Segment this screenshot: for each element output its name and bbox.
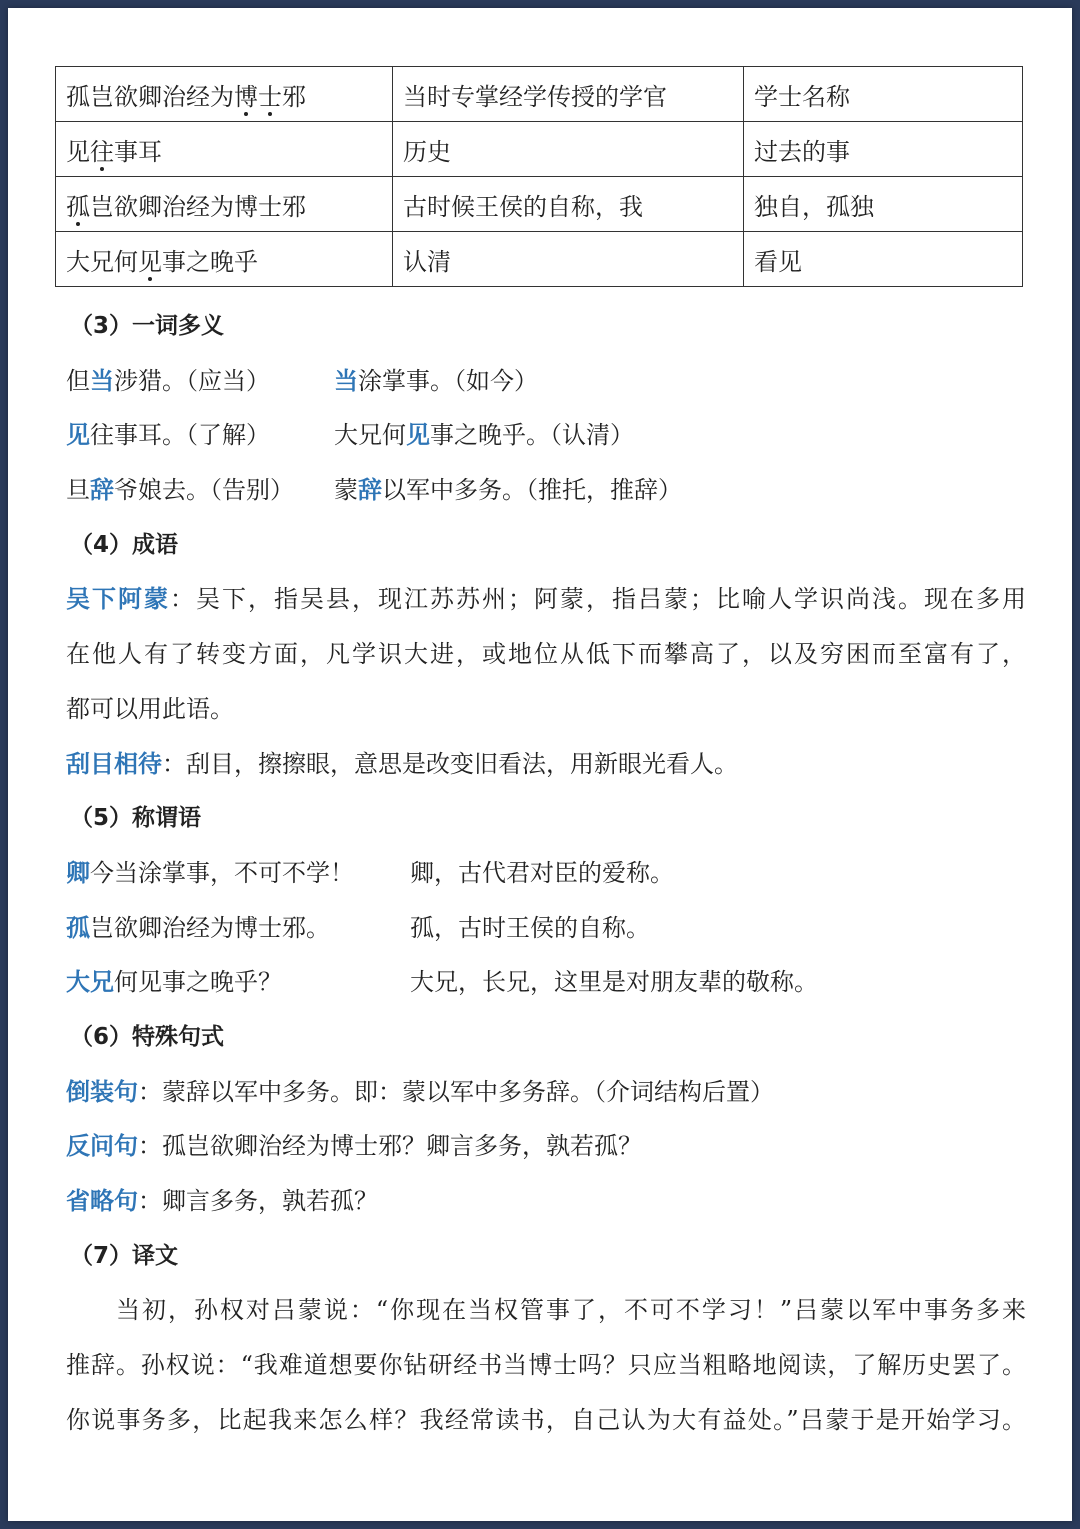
polysemy-row — [66, 408, 1026, 463]
section-heading-idioms: （4）成语 — [70, 531, 179, 558]
title-row — [66, 901, 1026, 956]
table-row — [56, 177, 1023, 232]
title-note: 孤，古时王侯的自称。 — [410, 913, 650, 942]
example-text: 涉猎。（应当） — [114, 366, 270, 395]
highlighted-word: 辞 — [90, 475, 114, 505]
idiom-term: 刮目相待 — [66, 748, 162, 778]
cell-sentence — [56, 232, 393, 287]
highlighted-word: 见 — [406, 420, 430, 450]
cell-meaning-b: 看见 — [744, 232, 1023, 287]
polysemy-example-b — [334, 408, 634, 463]
section-heading-titles: （5）称谓语 — [70, 805, 202, 832]
highlighted-word: 当 — [90, 365, 114, 395]
sentence-example: ：卿言多务，孰若孤？ — [138, 1187, 378, 1215]
cell-meaning-b: 过去的事 — [744, 122, 1023, 177]
example-text: 蒙 — [334, 476, 358, 505]
example-text: 但 — [66, 366, 90, 395]
sentence-example: ：孤岂欲卿治经为博士邪？卿言多务，孰若孤？ — [138, 1132, 642, 1161]
cell-sentence — [56, 67, 393, 122]
cell-sentence — [56, 122, 393, 177]
example-text: 今当涂掌事，不可不学！ — [90, 858, 354, 887]
document-page — [8, 8, 1072, 1521]
sentence-example: ：蒙辞以军中多务。即：蒙以军中多务辞。（介词结构后置） — [138, 1077, 774, 1106]
example-text: 岂欲卿治经为博士邪。 — [90, 913, 330, 942]
idiom-definition: ：刮目，擦擦眼，意思是改变旧看法，用新眼光看人。 — [162, 749, 738, 778]
highlighted-word: 当 — [334, 365, 358, 395]
emphasized-char: 孤 — [66, 192, 90, 221]
cell-meaning-a: 当时专掌经学传授的学官 — [393, 67, 744, 122]
title-row — [66, 955, 1026, 1010]
highlighted-word: 孤 — [66, 912, 90, 942]
polysemy-example-b — [334, 463, 682, 518]
translation-line-3: 你说事务多，比起我来怎么样？我经常读书，自己认为大有益处。”吕蒙于是开始学习。 — [66, 1405, 1026, 1434]
cell-meaning-b: 学士名称 — [744, 67, 1023, 122]
example-text: 大兄何 — [334, 421, 406, 450]
emphasized-char: 往 — [90, 137, 114, 166]
table-row — [56, 232, 1023, 287]
emphasized-char: 博 — [234, 82, 258, 111]
highlighted-word: 大兄 — [66, 967, 114, 997]
cell-meaning-a: 古时候王侯的自称，我 — [393, 177, 744, 232]
idiom-definition: ：吴下，指吴县，现江苏苏州；阿蒙，指吕蒙；比喻人学识尚浅。现在多用 — [170, 585, 1026, 614]
polysemy-row — [66, 354, 1026, 409]
example-text: 往事耳。（了解） — [90, 421, 270, 450]
section-heading-polysemy: （3）一词多义 — [70, 313, 225, 339]
idiom-entry-2 — [66, 737, 1026, 792]
sentence-text: 事耳 — [114, 137, 162, 166]
title-note: 卿，古代君对臣的爱称。 — [410, 858, 674, 887]
example-text: 何见事之晚乎？ — [114, 968, 282, 997]
highlighted-word: 卿 — [66, 857, 90, 887]
emphasized-char: 士 — [258, 82, 282, 111]
sentence-text: 事之晚乎 — [162, 247, 258, 276]
idiom-term: 吴下阿蒙 — [66, 584, 170, 614]
emphasized-char: 见 — [138, 247, 162, 276]
sentence-text: 见 — [66, 137, 90, 166]
example-text: 事之晚乎。（认清） — [430, 421, 634, 450]
sentence-text: 孤岂欲卿治经为 — [66, 82, 234, 111]
polysemy-row — [66, 463, 1026, 518]
sentence-row — [66, 1174, 1026, 1229]
title-note: 大兄，长兄，这里是对朋友辈的敬称。 — [410, 968, 818, 997]
cell-meaning-b: 独自，孤独 — [744, 177, 1023, 232]
sentence-text: 邪 — [282, 82, 306, 111]
example-text: 涂掌事。（如今） — [358, 366, 538, 395]
highlighted-word: 见 — [66, 420, 90, 450]
sentence-type: 省略句 — [66, 1186, 138, 1215]
polysemy-example-a — [66, 476, 294, 504]
sentence-row — [66, 1119, 1026, 1174]
title-row — [66, 846, 1026, 901]
sentence-type: 反问句 — [66, 1131, 138, 1161]
table-row — [56, 122, 1023, 177]
polysemy-example-a — [66, 367, 270, 395]
idiom-entry-1-line3: 都可以用此语。 — [66, 694, 234, 723]
translation-line-1: 当初，孙权对吕蒙说：“你现在当权管事了，不可不学习！”吕蒙以军中事务多来 — [116, 1296, 1026, 1325]
example-text: 以军中多务。（推托，推辞） — [382, 476, 682, 505]
example-text: 爷娘去。（告别） — [114, 476, 294, 505]
polysemy-example-b — [334, 354, 538, 409]
sentence-row — [66, 1065, 1026, 1120]
polysemy-example-a — [66, 421, 270, 449]
sentence-text: 岂欲卿治经为博士邪 — [90, 192, 306, 221]
highlighted-word: 辞 — [358, 475, 382, 505]
translation-line-2: 推辞。孙权说：“我难道想要你钻研经书当博士吗？只应当粗略地阅读，了解历史罢了。 — [66, 1351, 1026, 1380]
section-heading-translation: （7）译文 — [70, 1242, 179, 1269]
idiom-entry-1 — [66, 572, 1026, 627]
vocabulary-table — [55, 66, 1023, 287]
section-heading-sentences: （6）特殊句式 — [70, 1023, 225, 1050]
idiom-entry-1-line2: 在他人有了转变方面，凡学识大进，或地位从低下而攀高了，以及穷困而至富有了， — [66, 640, 1026, 669]
example-text: 旦 — [66, 476, 90, 505]
table-row — [56, 67, 1023, 122]
notes-content — [66, 299, 1026, 1447]
cell-meaning-a: 历史 — [393, 122, 744, 177]
cell-sentence — [56, 177, 393, 232]
cell-meaning-a: 认清 — [393, 232, 744, 287]
sentence-type: 倒装句 — [66, 1076, 138, 1106]
sentence-text: 大兄何 — [66, 247, 138, 276]
